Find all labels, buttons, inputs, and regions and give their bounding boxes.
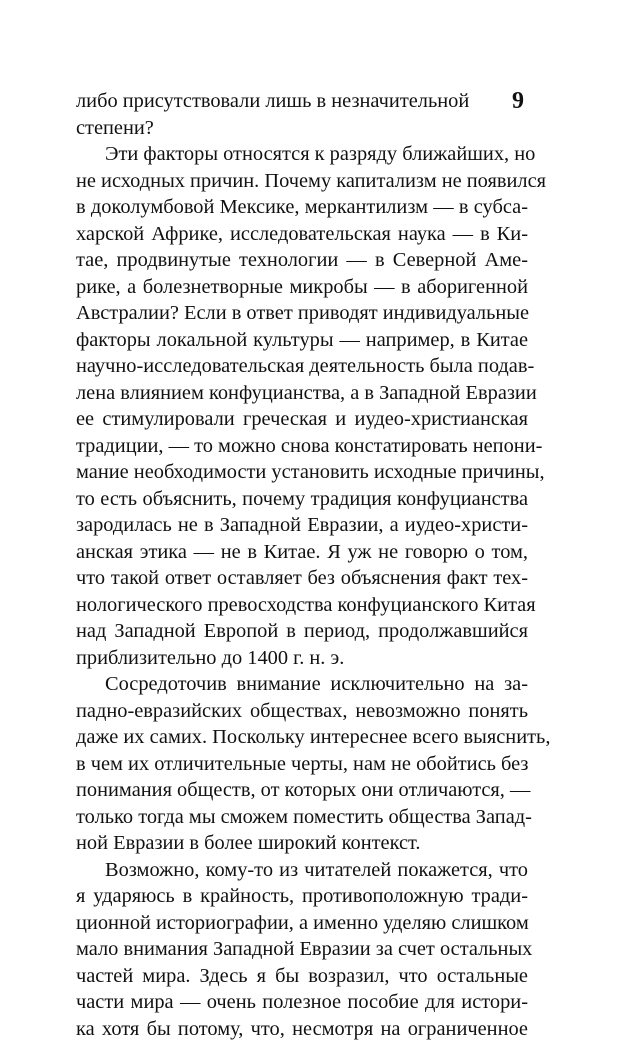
- text-line: зародилась не в Западной Евразии, а иудео-христи-: [76, 512, 528, 539]
- text-line: над Западной Европой в период, продолжавшийся: [76, 618, 528, 645]
- text-line: харской Африке, исследовательская наука — в Ки-: [76, 221, 528, 248]
- text-line: части мира — очень полезное пособие для истори-: [76, 989, 528, 1016]
- text-line: научно-исследовательская деятельность была подав-: [76, 353, 528, 380]
- text-line: ной Евразии в более широкий контекст.: [76, 830, 528, 857]
- paragraph-first-line: Эти факторы относятся к разряду ближайших, но: [76, 141, 528, 168]
- text-line: тае, продвинутые технологии — в Северной Аме-: [76, 247, 528, 274]
- text-line: мало внимания Западной Евразии за счет остальных: [76, 936, 528, 963]
- text-line: либо присутствовали лишь в незначительной: [76, 88, 528, 115]
- text-line: анская этика — не в Китае. Я уж не говорю о том,: [76, 539, 528, 566]
- text-line: традиции, — то можно снова констатировать непони-: [76, 433, 528, 460]
- text-line: лена влиянием конфуцианства, а в Западной Евразии: [76, 380, 528, 407]
- text-line: понимания обществ, от которых они отличаются, —: [76, 777, 528, 804]
- text-line: в доколумбовой Мексике, меркантилизм — в субса-: [76, 194, 528, 221]
- text-line: рике, а болезнетворные микробы — в аборигенной: [76, 274, 528, 301]
- text-line: в чем их отличительные черты, нам не обойтись без: [76, 751, 528, 778]
- text-line: не исходных причин. Почему капитализм не появился: [76, 168, 528, 195]
- text-line: падно-евразийских обществах, невозможно понять: [76, 698, 528, 725]
- text-line: степени?: [76, 115, 528, 142]
- text-line: мание необходимости установить исходные причины,: [76, 459, 528, 486]
- paragraph-first-line: Сосредоточив внимание исключительно на за-: [76, 671, 528, 698]
- text-line: только тогда мы сможем поместить общества Запад-: [76, 804, 528, 831]
- text-line: что такой ответ оставляет без объяснения факт тех-: [76, 565, 528, 592]
- text-line: частей мира. Здесь я бы возразил, что остальные: [76, 963, 528, 990]
- text-line: даже их самих. Поскольку интереснее всего выяснить,: [76, 724, 528, 751]
- body-text: [76, 88, 528, 1042]
- text-line: нологического превосходства конфуцианского Китая: [76, 592, 528, 619]
- paragraph-first-line: Возможно, кому-то из читателей покажется, что: [76, 857, 528, 884]
- text-line: факторы локальной культуры — например, в Китае: [76, 327, 528, 354]
- page-number: 9: [512, 89, 524, 113]
- text-line: Австралии? Если в ответ приводят индивидуальные: [76, 300, 528, 327]
- text-line: ее стимулировали греческая и иудео-христианская: [76, 406, 528, 433]
- text-line: я ударяюсь в крайность, противоположную тради-: [76, 883, 528, 910]
- text-line: ционной историографии, а именно уделяю слишком: [76, 910, 528, 937]
- text-line: приблизительно до 1400 г. н. э.: [76, 645, 528, 672]
- text-line: то есть объяснить, почему традиция конфуцианства: [76, 486, 528, 513]
- text-line: ка хотя бы потому, что, несмотря на ограниченное: [76, 1016, 528, 1042]
